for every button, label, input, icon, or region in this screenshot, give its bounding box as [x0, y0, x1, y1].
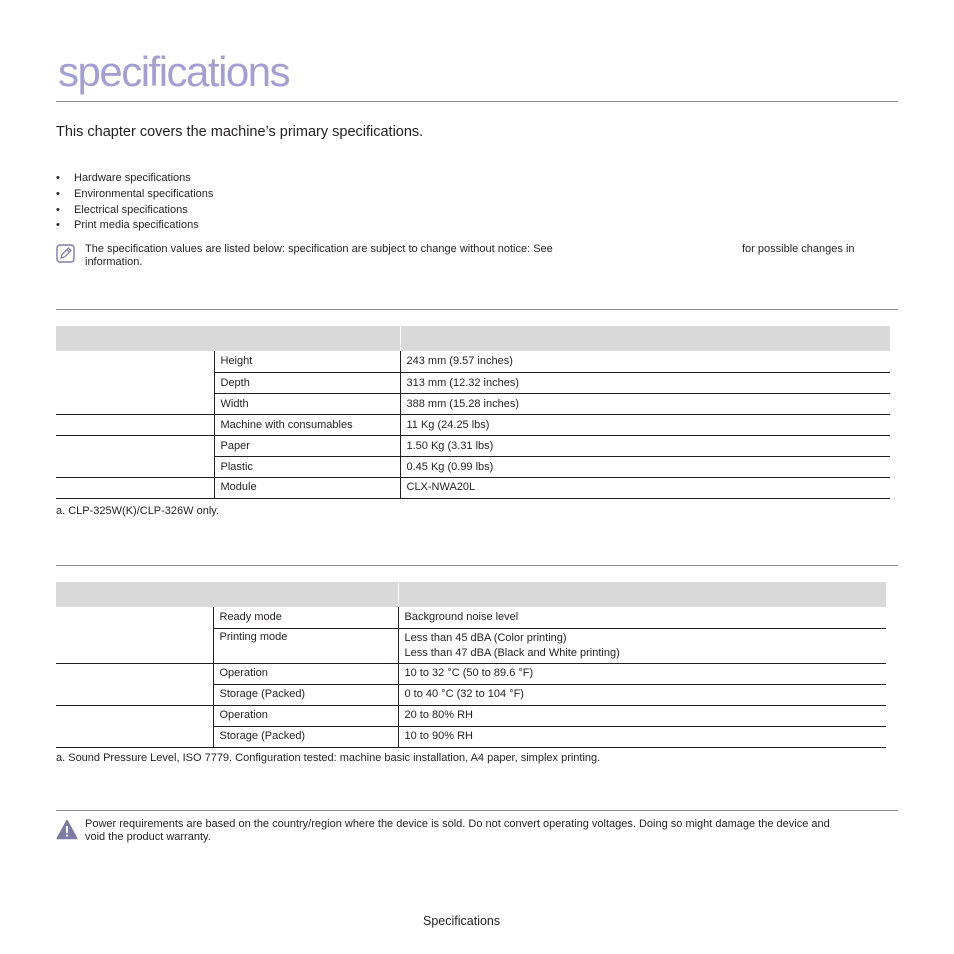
table-cell: Ready mode: [213, 607, 398, 628]
table-row: [56, 726, 886, 747]
table-cell: Plastic: [214, 456, 400, 477]
table-header-cell: [56, 326, 400, 351]
table-header-cell: [398, 582, 886, 607]
environmental-footnote: a. Sound Pressure Level, ISO 7779. Configuration tested: machine basic installation, A4 paper, simplex printing.: [56, 752, 601, 764]
environmental-section-divider: [56, 565, 898, 566]
intro-text: This chapter covers the machine’s primary specifications.: [56, 124, 424, 140]
warning-line-1: Power requirements are based on the country/region where the device is sold. Do not convert operating voltages. Doing so might damage the device and: [85, 818, 830, 830]
warning-line-2: void the product warranty.: [85, 831, 211, 843]
table-cell: CLX-NWA20L: [400, 477, 890, 498]
table-row: [56, 372, 890, 393]
table-row: [56, 456, 890, 477]
table-row: [56, 477, 890, 498]
table-row: [56, 414, 890, 435]
table-cell: Storage (Packed): [213, 726, 398, 747]
electrical-section-divider: [56, 810, 898, 811]
warning-triangle-icon: [56, 819, 78, 840]
table-cell: 0 to 40 °C (32 to 104 °F): [398, 684, 886, 705]
note-line-1a: The specification values are listed below: specification are subject to change without notice: See: [85, 243, 553, 255]
title-divider: [56, 101, 898, 102]
table-row: [56, 628, 886, 663]
note-line-2: information.: [85, 256, 143, 268]
table-cell: Height: [214, 351, 400, 372]
table-cell: 1.50 Kg (3.31 lbs): [400, 435, 890, 456]
note-line-1b: for possible changes in: [742, 243, 855, 255]
table-cell: Module: [214, 477, 400, 498]
table-cell: 388 mm (15.28 inches): [400, 393, 890, 414]
table-row: [56, 435, 890, 456]
table-header-row: [56, 326, 890, 351]
table-cell: Machine with consumables: [214, 414, 400, 435]
table-cell: 10 to 32 °C (50 to 89.6 °F): [398, 663, 886, 684]
hardware-footnote: a. CLP-325W(K)/CLP-326W only.: [56, 505, 220, 517]
list-item[interactable]: • Electrical specifications: [56, 203, 188, 216]
table-cell: Printing mode: [213, 628, 398, 663]
table-cell: 11 Kg (24.25 lbs): [400, 414, 890, 435]
table-row: [56, 705, 886, 726]
table-row: [56, 351, 890, 372]
table-cell: 0.45 Kg (0.99 lbs): [400, 456, 890, 477]
table-cell: 313 mm (12.32 inches): [400, 372, 890, 393]
table-cell: Less than 45 dBA (Color printing) Less than 47 dBA (Black and White printing): [398, 628, 886, 663]
table-header-row: [56, 582, 886, 607]
list-item[interactable]: • Environmental specifications: [56, 187, 214, 200]
table-cell: Storage (Packed): [213, 684, 398, 705]
table-header-cell: [400, 326, 890, 351]
table-row: [56, 393, 890, 414]
table-cell: Paper: [214, 435, 400, 456]
table-cell: 20 to 80% RH: [398, 705, 886, 726]
chapter-contents-list: [56, 171, 213, 234]
hardware-spec-table: [56, 326, 890, 499]
table-cell: 243 mm (9.57 inches): [400, 351, 890, 372]
table-cell: Width: [214, 393, 400, 414]
table-cell: Depth: [214, 372, 400, 393]
table-row: [56, 663, 886, 684]
list-item[interactable]: • Print media specifications: [56, 219, 199, 232]
table-cell: Operation: [213, 705, 398, 726]
hardware-section-divider: [56, 309, 898, 310]
table-cell: Background noise level: [398, 607, 886, 628]
table-row: [56, 607, 886, 628]
table-row: [56, 684, 886, 705]
note-pencil-icon: [56, 244, 76, 264]
page-footer: Specifications: [423, 914, 501, 928]
page-title: specifications: [58, 48, 290, 95]
list-item[interactable]: • Hardware specifications: [56, 172, 191, 184]
table-cell: 10 to 90% RH: [398, 726, 886, 747]
environmental-spec-table: [56, 582, 886, 748]
table-header-cell: [56, 582, 398, 607]
table-cell: Operation: [213, 663, 398, 684]
